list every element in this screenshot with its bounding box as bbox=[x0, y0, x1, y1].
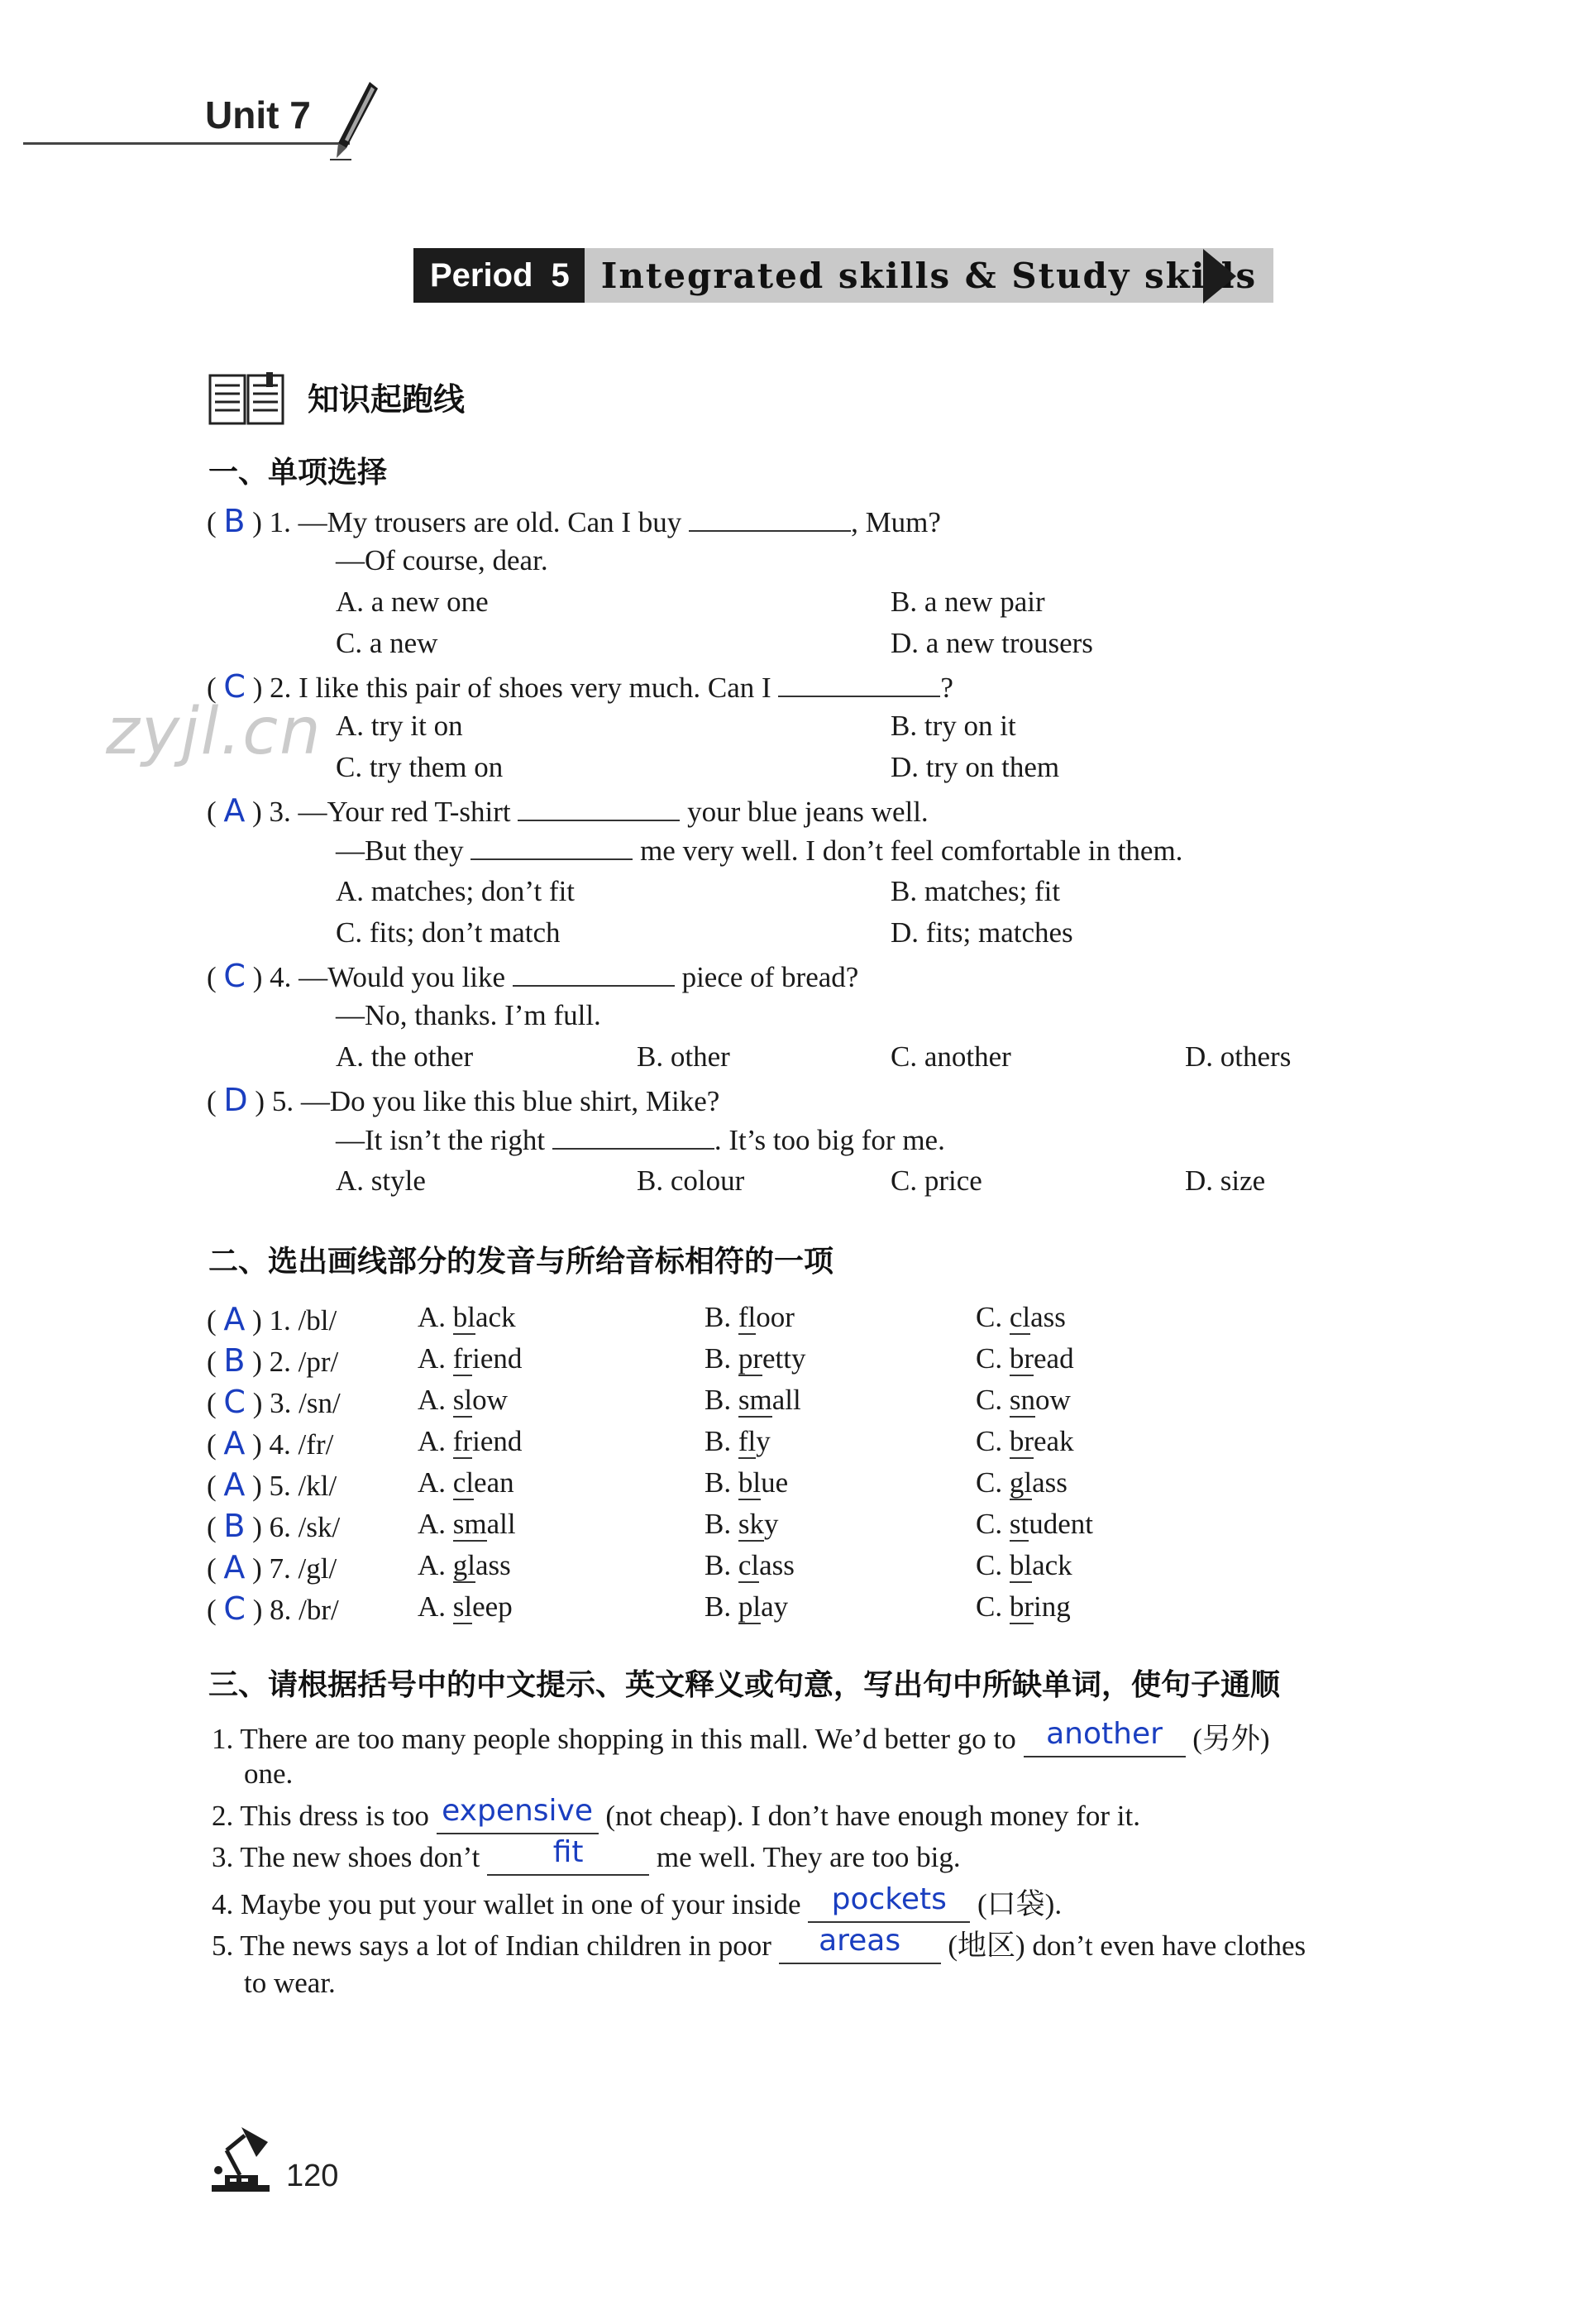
underlined-part: cl bbox=[1009, 1301, 1031, 1333]
answer-3: A bbox=[223, 792, 246, 829]
phonics-row: ( A ) 1. /bl/ bbox=[207, 1301, 337, 1337]
answer-5: D bbox=[223, 1082, 248, 1118]
underlined-part: bl bbox=[738, 1466, 762, 1499]
question-4: ( C ) 4. —Would you like piece of bread? bbox=[207, 958, 859, 994]
phonics-option: A. friend bbox=[418, 1425, 523, 1457]
underlined-part: fr bbox=[452, 1425, 473, 1457]
phonics-row: ( B ) 2. /pr/ bbox=[207, 1342, 339, 1379]
option: B. other bbox=[637, 1040, 730, 1073]
question-3-line2: —But they me very well. I don’t feel comfortable in them. bbox=[336, 834, 1183, 867]
phonics-option: A. friend bbox=[418, 1342, 523, 1375]
period-arrow-icon bbox=[1203, 249, 1236, 304]
phonics-option: C. bring bbox=[976, 1590, 1071, 1623]
book-icon bbox=[208, 372, 284, 427]
underlined-part: sm bbox=[738, 1384, 772, 1416]
option: C. another bbox=[891, 1040, 1011, 1073]
fill-item-1: 1. There are too many people shopping in this mall. We’d better go to another (另外) bbox=[212, 1716, 1270, 1757]
phonics-option: B. fly bbox=[705, 1425, 771, 1457]
phonics-option: A. slow bbox=[418, 1384, 508, 1416]
phonics-option: B. play bbox=[705, 1590, 789, 1623]
answer: C bbox=[223, 1384, 246, 1420]
phonics-row: ( C ) 8. /br/ bbox=[207, 1590, 339, 1627]
blank bbox=[778, 671, 940, 697]
phonics-option: B. blue bbox=[705, 1466, 789, 1499]
underlined-part: fl bbox=[738, 1425, 757, 1457]
blank bbox=[470, 834, 633, 860]
blank bbox=[518, 795, 680, 821]
underlined-part: sn bbox=[1009, 1384, 1035, 1416]
phonics-option: B. floor bbox=[705, 1301, 795, 1333]
watermark: zyjl.cn bbox=[106, 695, 322, 769]
phonics-option: A. small bbox=[418, 1508, 516, 1540]
unit-title: Unit 7 bbox=[205, 93, 311, 136]
blank bbox=[552, 1123, 714, 1150]
answer: A bbox=[223, 1425, 246, 1461]
underlined-part: sk bbox=[738, 1508, 764, 1540]
answer: A bbox=[223, 1466, 246, 1503]
option: B. colour bbox=[637, 1164, 745, 1197]
part1-title: 一、单项选择 bbox=[208, 456, 388, 490]
phonics-option: A. black bbox=[418, 1301, 516, 1333]
phonics-option: B. pretty bbox=[705, 1342, 806, 1375]
underlined-part: br bbox=[1009, 1590, 1034, 1623]
underlined-part: sm bbox=[452, 1508, 487, 1540]
option: D. a new trousers bbox=[891, 627, 1093, 659]
part2-title: 二、选出画线部分的发音与所给音标相符的一项 bbox=[208, 1245, 834, 1279]
pen-icon bbox=[327, 79, 385, 161]
period-number: 5 bbox=[551, 256, 570, 294]
answer: C bbox=[223, 1590, 246, 1627]
fill-item-5-cont: to wear. bbox=[244, 1967, 336, 1999]
option: B. matches; fit bbox=[891, 875, 1061, 907]
option: A. style bbox=[336, 1164, 426, 1197]
fill-item-3: 3. The new shoes don’t fit me well. They are too big. bbox=[212, 1840, 961, 1876]
underlined-part: cl bbox=[738, 1549, 760, 1581]
phonics-row: ( C ) 3. /sn/ bbox=[207, 1384, 341, 1420]
option: C. price bbox=[891, 1164, 982, 1197]
option: C. try them on bbox=[336, 751, 504, 783]
underlined-part: br bbox=[1009, 1425, 1034, 1457]
option: D. fits; matches bbox=[891, 916, 1073, 949]
phonics-row: ( A ) 7. /gl/ bbox=[207, 1549, 337, 1585]
phonics-option: C. bread bbox=[976, 1342, 1074, 1375]
blank bbox=[513, 960, 675, 987]
fill-answer: another bbox=[1046, 1717, 1163, 1751]
phonics-option: A. clean bbox=[418, 1466, 514, 1499]
option: B. a new pair bbox=[891, 586, 1045, 618]
option: D. try on them bbox=[891, 751, 1060, 783]
answer: B bbox=[223, 1508, 246, 1544]
underlined-part: bl bbox=[1009, 1549, 1033, 1581]
underlined-part: fr bbox=[452, 1342, 473, 1375]
phonics-row: ( A ) 4. /fr/ bbox=[207, 1425, 334, 1461]
underlined-part: sl bbox=[452, 1384, 473, 1416]
phonics-option: C. student bbox=[976, 1508, 1093, 1540]
phonics-option: A. sleep bbox=[418, 1590, 513, 1623]
period-banner bbox=[413, 248, 1273, 303]
underlined-part: fl bbox=[738, 1301, 757, 1333]
underlined-part: st bbox=[1009, 1508, 1029, 1540]
section-title: 知识起跑线 bbox=[308, 381, 466, 418]
underlined-part: pl bbox=[738, 1590, 762, 1623]
fill-item-1-cont: one. bbox=[244, 1757, 294, 1790]
underlined-part: pr bbox=[738, 1342, 763, 1375]
option: B. try on it bbox=[891, 710, 1016, 742]
underlined-part: gl bbox=[452, 1549, 476, 1581]
phonics-row: ( B ) 6. /sk/ bbox=[207, 1508, 341, 1544]
underlined-part: sl bbox=[452, 1590, 473, 1623]
phonics-option: C. glass bbox=[976, 1466, 1068, 1499]
part3-title: 三、请根据括号中的中文提示、英文释义或句意，写出句中所缺单词，使句子通顺 bbox=[208, 1668, 1281, 1702]
fill-answer: pockets bbox=[831, 1882, 947, 1916]
question-5: ( D ) 5. —Do you like this blue shirt, Mike? bbox=[207, 1082, 720, 1118]
period-title: Integrated skills & Study skills bbox=[585, 248, 1273, 303]
phonics-option: C. snow bbox=[976, 1384, 1071, 1416]
option: A. try it on bbox=[336, 710, 463, 742]
phonics-option: C. break bbox=[976, 1425, 1074, 1457]
page-number: 120 bbox=[286, 2159, 339, 2193]
option: A. matches; don’t fit bbox=[336, 875, 576, 907]
period-label: Period bbox=[430, 256, 533, 294]
phonics-option: B. sky bbox=[705, 1508, 779, 1540]
fill-answer: areas bbox=[819, 1924, 901, 1958]
underlined-part: cl bbox=[452, 1466, 475, 1499]
question-4-line2: —No, thanks. I’m full. bbox=[336, 999, 601, 1031]
fill-item-2: 2. This dress is too expensive (not cheap). I don’t have enough money for it. bbox=[212, 1799, 1140, 1834]
question-1-line2: —Of course, dear. bbox=[336, 544, 548, 576]
answer: B bbox=[223, 1342, 246, 1379]
option: C. a new bbox=[336, 627, 438, 659]
underlined-part: bl bbox=[452, 1301, 476, 1333]
phonics-row: ( A ) 5. /kl/ bbox=[207, 1466, 337, 1503]
fill-item-4: 4. Maybe you put your wallet in one of your inside pockets (口袋). bbox=[212, 1882, 1062, 1923]
question-1: ( B ) 1. —My trousers are old. Can I buy , Mum? bbox=[207, 503, 941, 539]
question-3: ( A ) 3. —Your red T-shirt your blue jeans well. bbox=[207, 792, 929, 829]
underlined-part: gl bbox=[1009, 1466, 1033, 1499]
phonics-option: B. class bbox=[705, 1549, 795, 1581]
fill-item-5: 5. The news says a lot of Indian children in poor areas (地区) don’t even have clothes bbox=[212, 1923, 1306, 1964]
option: D. others bbox=[1185, 1040, 1292, 1073]
option: A. the other bbox=[336, 1040, 474, 1073]
phonics-option: C. black bbox=[976, 1549, 1072, 1581]
answer: A bbox=[223, 1301, 246, 1337]
option: A. a new one bbox=[336, 586, 489, 618]
answer-2: C bbox=[223, 668, 246, 705]
phonics-option: C. class bbox=[976, 1301, 1066, 1333]
fill-answer: expensive bbox=[442, 1794, 594, 1828]
blank bbox=[689, 505, 851, 532]
phonics-option: A. glass bbox=[418, 1549, 511, 1581]
underlined-part: br bbox=[1009, 1342, 1034, 1375]
question-5-line2: —It isn’t the right . It’s too big for me. bbox=[336, 1124, 945, 1156]
fill-answer: fit bbox=[552, 1835, 584, 1869]
unit-rule bbox=[23, 142, 350, 145]
answer-4: C bbox=[223, 958, 246, 994]
lamp-icon bbox=[208, 2124, 273, 2193]
answer-1: B bbox=[223, 503, 246, 539]
question-2: ( C ) 2. I like this pair of shoes very much. Can I ? bbox=[207, 668, 953, 705]
phonics-option: B. small bbox=[705, 1384, 801, 1416]
option: C. fits; don’t match bbox=[336, 916, 561, 949]
answer: A bbox=[223, 1549, 246, 1585]
option: D. size bbox=[1185, 1164, 1266, 1197]
